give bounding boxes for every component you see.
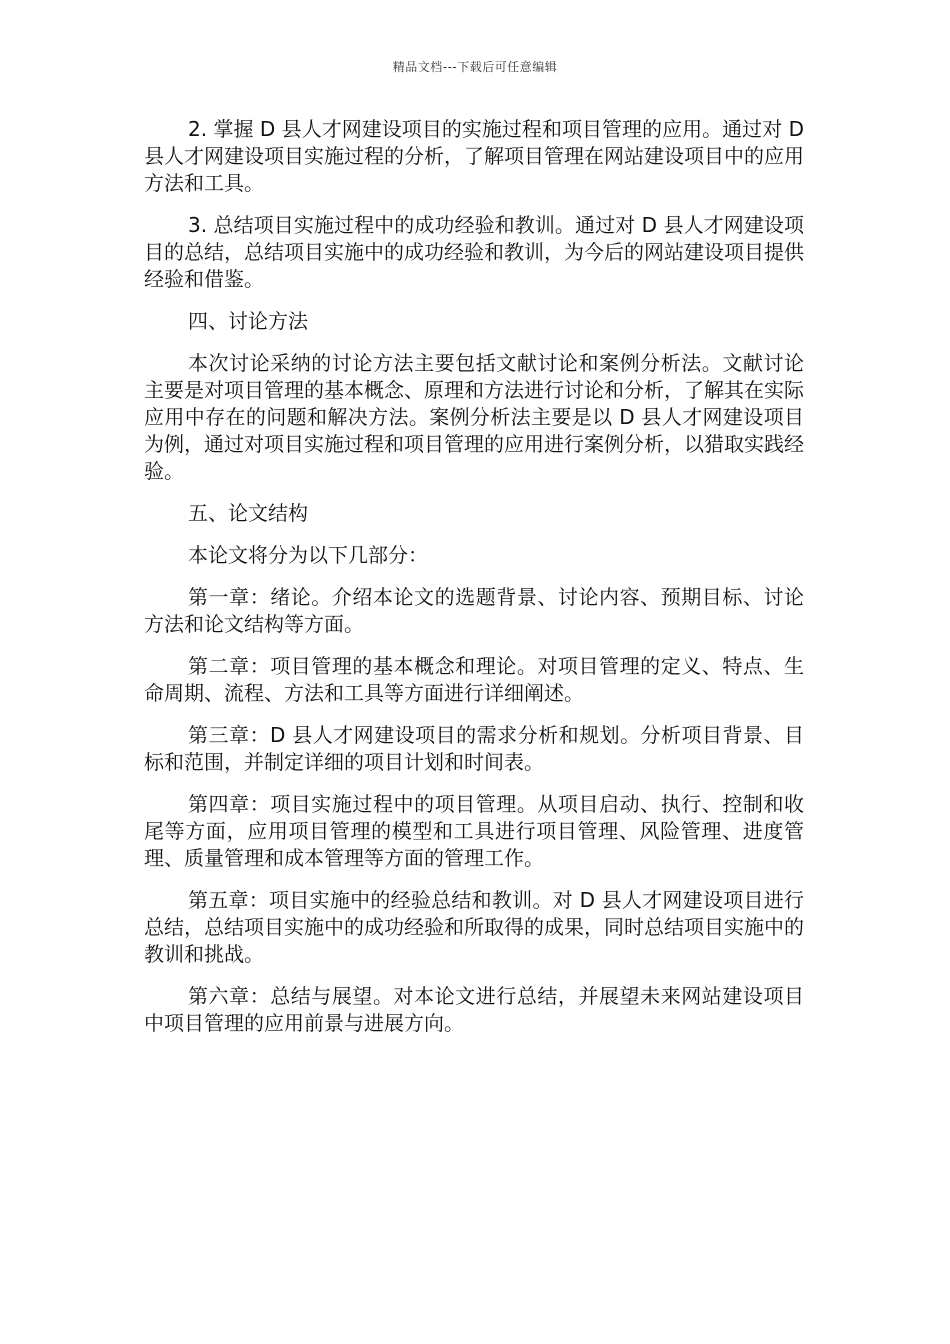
paragraph-chapter-3: 第三章：D 县人才网建设项目的需求分析和规划。分析项目背景、目标和范围，并制定详细的项目计划和时间表。 [144, 723, 804, 774]
paragraph-methods: 本次讨论采纳的讨论方法主要包括文献讨论和案例分析法。文献讨论主要是对项目管理的基本概念、原理和方法进行讨论和分析，了解其在实际应用中存在的问题和解决方法。案例分析法主要是以 D 县人才网建设项目为例，通过对项目实施过程和项目管理的应用进行案例分析，以猎取实践经验。 [144, 351, 804, 483]
paragraph-objective-2: 2. 掌握 D 县人才网建设项目的实施过程和项目管理的应用。通过对 D 县人才网建设项目实施过程的分析，了解项目管理在网站建设项目中的应用方法和工具。 [144, 117, 804, 195]
paragraph-chapter-6: 第六章：总结与展望。对本论文进行总结，并展望未来网站建设项目中项目管理的应用前景与进展方向。 [144, 984, 804, 1035]
paragraph-objective-3: 3. 总结项目实施过程中的成功经验和教训。通过对 D 县人才网建设项目的总结，总结项目实施中的成功经验和教训，为今后的网站建设项目提供经验和借鉴。 [144, 213, 804, 291]
paragraph-chapter-1: 第一章：绪论。介绍本论文的选题背景、讨论内容、预期目标、讨论方法和论文结构等方面。 [144, 585, 804, 636]
section-heading-methods: 四、讨论方法 [188, 309, 308, 333]
paragraph-chapter-5: 第五章：项目实施中的经验总结和教训。对 D 县人才网建设项目进行总结，总结项目实施中的成功经验和所取得的成果，同时总结项目实施中的教训和挑战。 [144, 888, 804, 966]
page-header: 精品文档---下载后可任意编辑 [392, 60, 558, 74]
paragraph-chapter-2: 第二章：项目管理的基本概念和理论。对项目管理的定义、特点、生命周期、流程、方法和工具等方面进行详细阐述。 [144, 654, 804, 705]
paragraph-chapter-4: 第四章：项目实施过程中的项目管理。从项目启动、执行、控制和收尾等方面，应用项目管理的模型和工具进行项目管理、风险管理、进度管理、质量管理和成本管理等方面的管理工作。 [144, 792, 804, 870]
document-body [144, 116, 804, 1052]
paragraph-structure-intro: 本论文将分为以下几部分： [188, 543, 428, 567]
section-heading-structure: 五、论文结构 [188, 501, 308, 525]
